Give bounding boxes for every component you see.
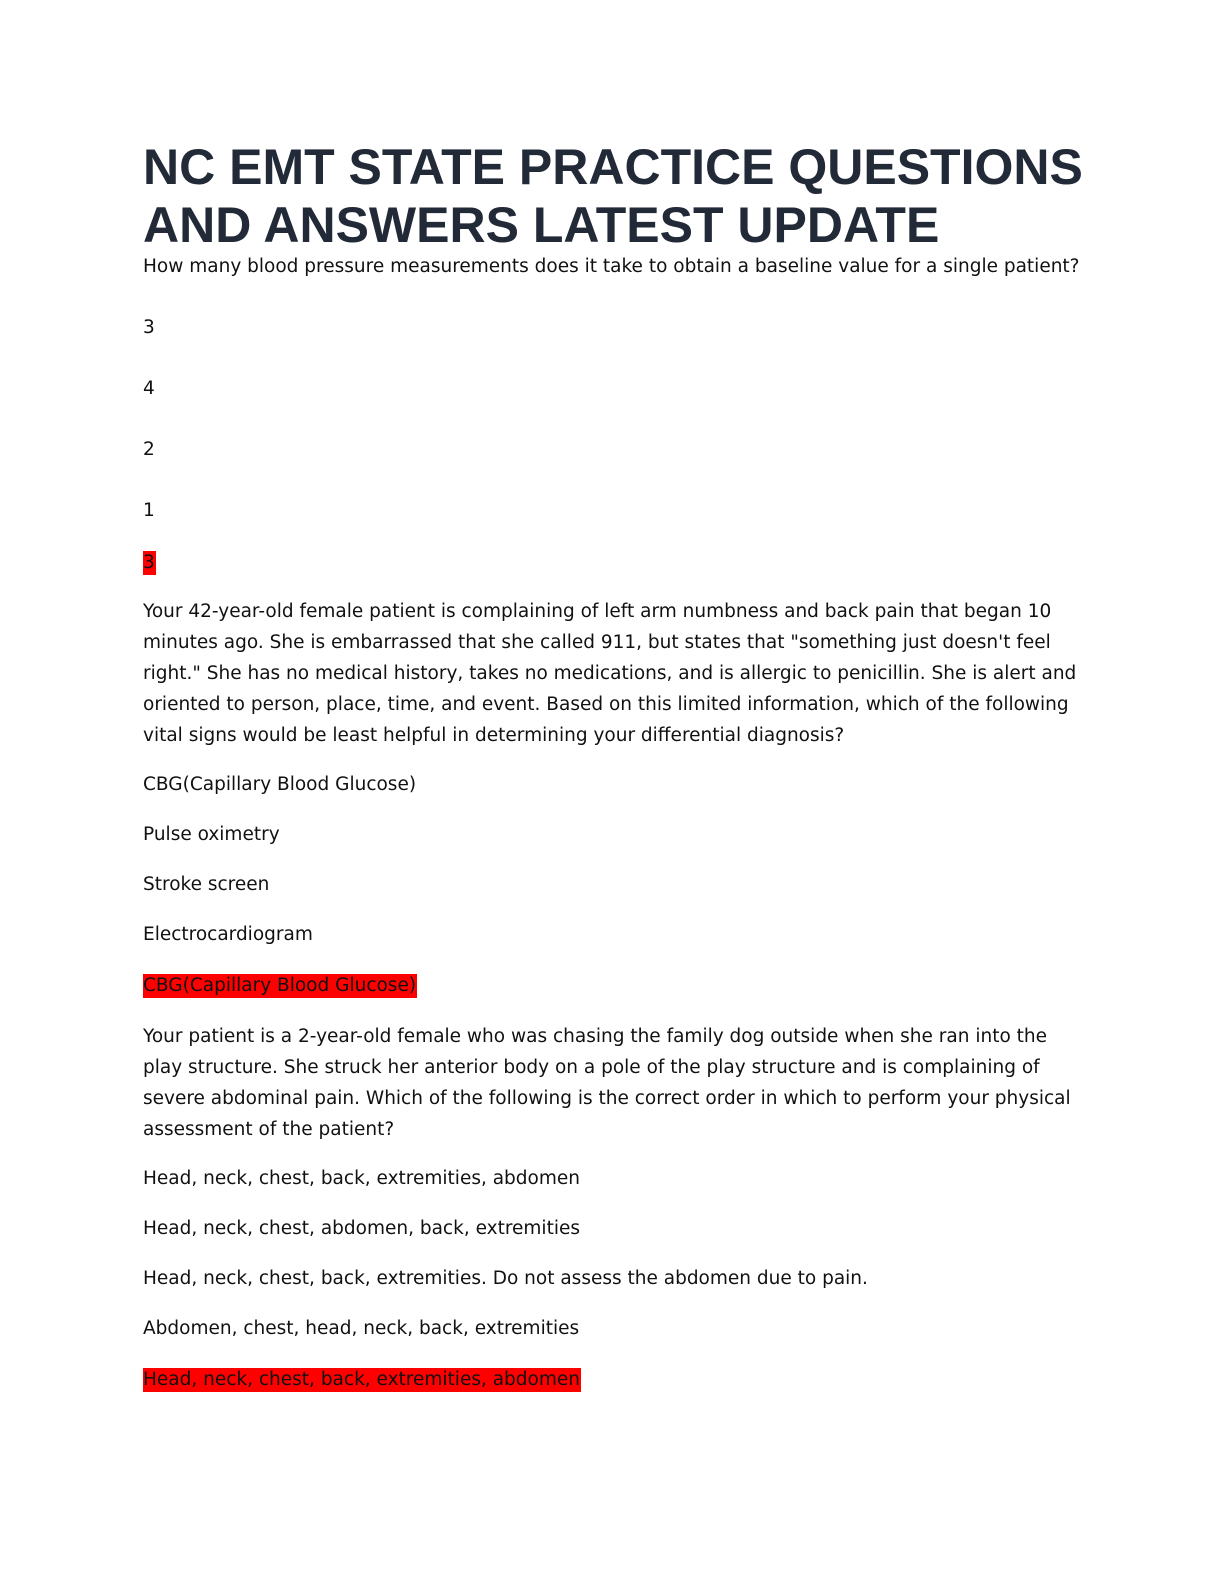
question-3-answer bbox=[143, 1364, 581, 1395]
answer-highlight: CBG(Capillary Blood Glucose) bbox=[143, 975, 417, 996]
question-1-option-4: 1 bbox=[143, 500, 155, 521]
question-3-text: Your patient is a 2-year-old female who was chasing the family dog outside when she ran into the play structure. She struck her anterior body on a pole of the play structure and is complaining of severe abdominal pain. Which of the following is the correct order in which to perform your physical assessment of the patient? bbox=[143, 1026, 1071, 1140]
question-2-option-2: Pulse oximetry bbox=[143, 824, 280, 845]
question-1-option-3: 2 bbox=[143, 439, 155, 460]
question-1-text: How many blood pressure measurements does it take to obtain a baseline value for a single patient? bbox=[143, 256, 1080, 277]
question-2-option-1: CBG(Capillary Blood Glucose) bbox=[143, 774, 417, 795]
question-3-option-3: Head, neck, chest, back, extremities. Do not assess the abdomen due to pain. bbox=[143, 1268, 868, 1289]
question-2-answer bbox=[143, 970, 417, 1001]
answer-highlight: Head, neck, chest, back, extremities, abdomen bbox=[143, 1369, 580, 1390]
question-2-option-3: Stroke screen bbox=[143, 874, 270, 895]
question-3-option-1: Head, neck, chest, back, extremities, abdomen bbox=[143, 1168, 580, 1189]
title-line-2: AND ANSWERS LATEST UPDATE bbox=[143, 197, 940, 253]
question-1-answer bbox=[143, 547, 156, 578]
question-1-option-2: 4 bbox=[143, 378, 155, 399]
question-1-option-1: 3 bbox=[143, 317, 155, 338]
question-2-option-4: Electrocardiogram bbox=[143, 924, 313, 945]
title-line-1: NC EMT STATE PRACTICE QUESTIONS bbox=[143, 139, 1083, 195]
answer-highlight: 3 bbox=[143, 552, 155, 573]
document-title bbox=[143, 138, 1103, 254]
question-3-option-4: Abdomen, chest, head, neck, back, extremities bbox=[143, 1318, 580, 1339]
question-2-text: Your 42-year-old female patient is complaining of left arm numbness and back pain that began 10 minutes ago. She is embarrassed that she called 911, but states that "something just doesn't feel right." She has no medical history, takes no medications, and is allergic to penicillin. She is alert and oriented to person, place, time, and event. Based on this limited information, which of the following vital signs would be least helpful in determining your differential diagnosis? bbox=[143, 601, 1077, 746]
question-3-option-2: Head, neck, chest, abdomen, back, extremities bbox=[143, 1218, 580, 1239]
